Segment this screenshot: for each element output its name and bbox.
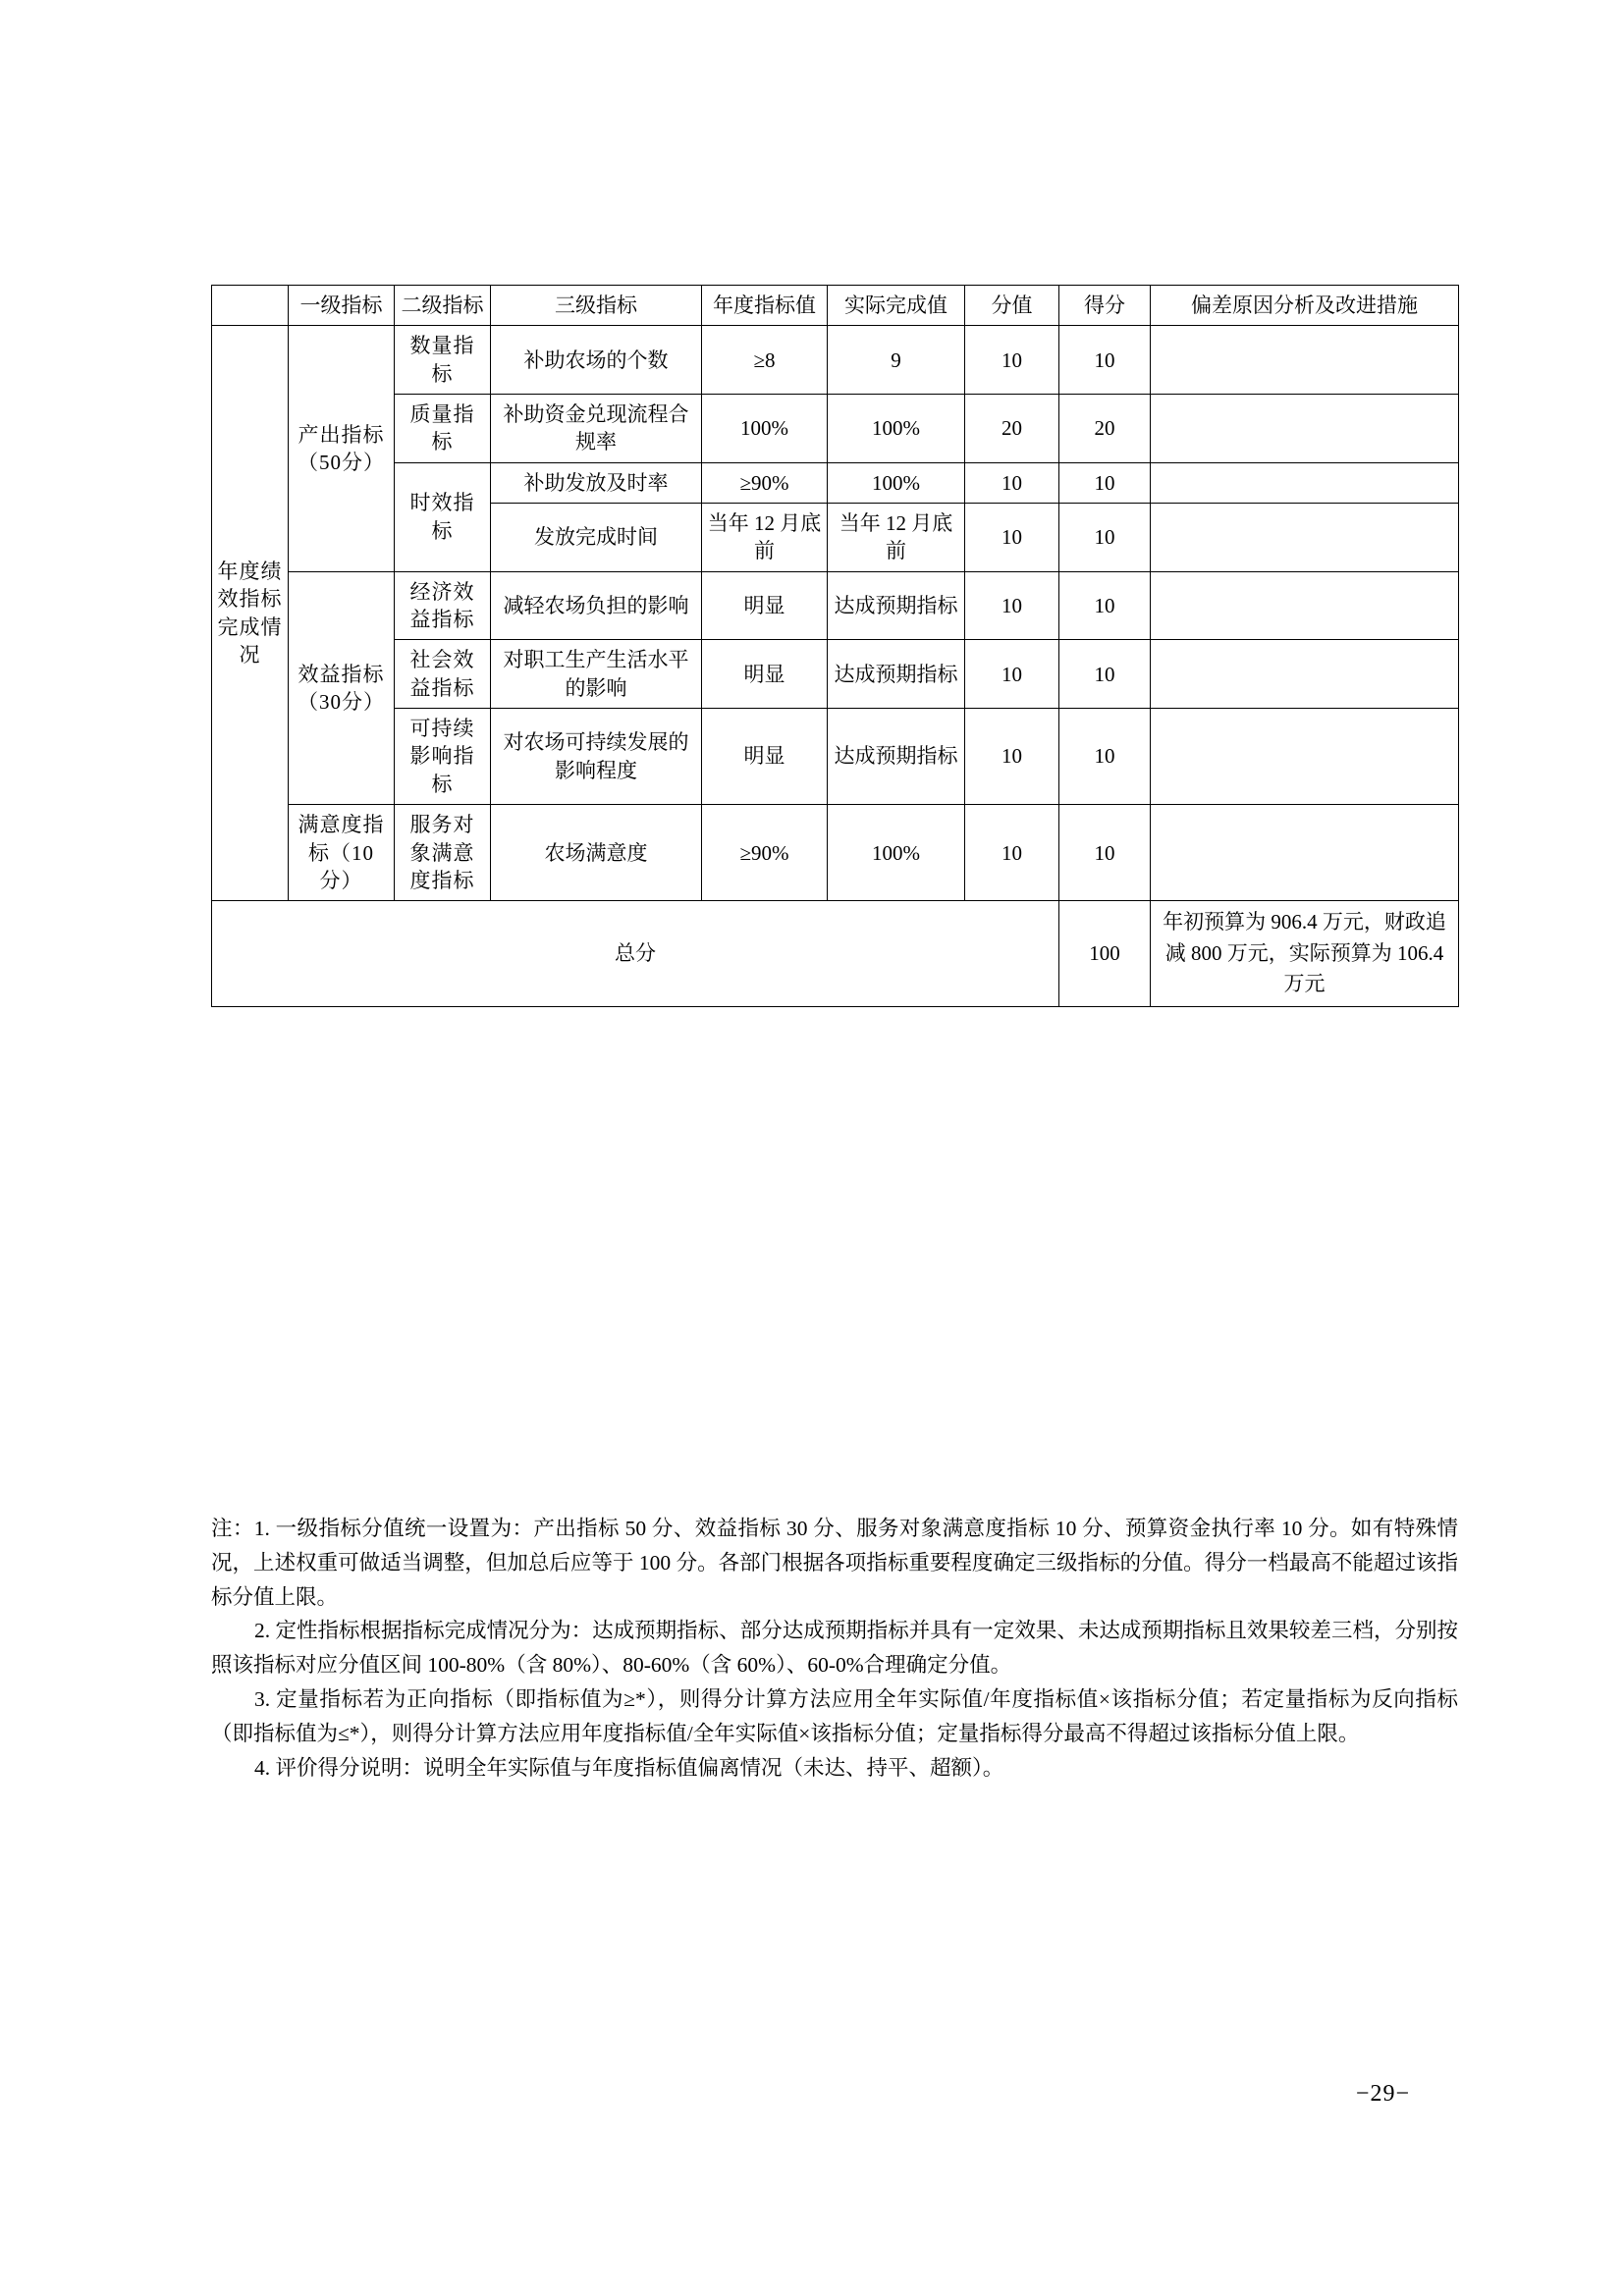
header-blank bbox=[212, 286, 289, 326]
score-value: 20 bbox=[965, 395, 1059, 463]
header-actual: 实际完成值 bbox=[828, 286, 965, 326]
level3-indicator: 对职工生产生活水平的影响 bbox=[491, 640, 702, 709]
table-row bbox=[212, 571, 1459, 640]
total-label: 总分 bbox=[212, 901, 1059, 1007]
level3-indicator: 补助农场的个数 bbox=[491, 326, 702, 395]
actual-value: 达成预期指标 bbox=[828, 709, 965, 805]
page-number: −29− bbox=[1355, 2081, 1410, 2107]
actual-value: 100% bbox=[828, 462, 965, 503]
level2-quality: 质量指标 bbox=[395, 395, 491, 463]
footnote-4: 4. 评价得分说明：说明全年实际值与年度指标值偏离情况（未达、持平、超额）。 bbox=[254, 1755, 1004, 1780]
header-score-got: 得分 bbox=[1059, 286, 1151, 326]
footnote-1: 注：1. 一级指标分值统一设置为：产出指标 50 分、效益指标 30 分、服务对象满意度指标 10 分、预算资金执行率 10 分。如有特殊情况，上述权重可做适当调整，但加总后应等于 100 分。各部门根据各项指标重要程度确定三级指标的分值。得分一档最高不能超过该指标分值上限。 bbox=[211, 1517, 1458, 1609]
header-annual-target: 年度指标值 bbox=[702, 286, 828, 326]
actual-value: 当年 12 月底前 bbox=[828, 504, 965, 572]
total-score: 100 bbox=[1059, 901, 1151, 1007]
deviation-cell bbox=[1151, 462, 1459, 503]
table-row bbox=[212, 709, 1459, 805]
total-note: 年初预算为 906.4 万元，财政追减 800 万元，实际预算为 106.4 万元 bbox=[1151, 901, 1459, 1007]
score-value: 10 bbox=[965, 805, 1059, 901]
footnote-3: 3. 定量指标若为正向指标（即指标值为≥*），则得分计算方法应用全年实际值/年度指标值×该指标分值；若定量指标为反向指标（即指标值为≤*），则得分计算方法应用年度指标值/全年实际值×该指标分值；定量指标得分最高不得超过该指标分值上限。 bbox=[211, 1687, 1458, 1745]
score-value: 10 bbox=[965, 640, 1059, 709]
table-header-row bbox=[212, 286, 1459, 326]
score-value: 10 bbox=[965, 504, 1059, 572]
header-level1: 一级指标 bbox=[289, 286, 395, 326]
score-got: 10 bbox=[1059, 504, 1151, 572]
level1-benefit: 效益指标（30分） bbox=[289, 571, 395, 804]
actual-value: 达成预期指标 bbox=[828, 640, 965, 709]
annual-target-value: 明显 bbox=[702, 709, 828, 805]
score-got: 10 bbox=[1059, 571, 1151, 640]
annual-target-value: 明显 bbox=[702, 640, 828, 709]
annual-target-value: 100% bbox=[702, 395, 828, 463]
annual-target-value: 当年 12 月底前 bbox=[702, 504, 828, 572]
level2-service-satisfaction: 服务对象满意度指标 bbox=[395, 805, 491, 901]
score-value: 10 bbox=[965, 326, 1059, 395]
deviation-cell bbox=[1151, 395, 1459, 463]
level2-quantity: 数量指标 bbox=[395, 326, 491, 395]
performance-table bbox=[211, 285, 1459, 1007]
table-row bbox=[212, 805, 1459, 901]
score-got: 10 bbox=[1059, 462, 1151, 503]
score-value: 10 bbox=[965, 571, 1059, 640]
level3-indicator: 发放完成时间 bbox=[491, 504, 702, 572]
level3-indicator: 对农场可持续发展的影响程度 bbox=[491, 709, 702, 805]
header-score-value: 分值 bbox=[965, 286, 1059, 326]
table-total-row bbox=[212, 901, 1459, 1007]
deviation-cell bbox=[1151, 709, 1459, 805]
score-value: 10 bbox=[965, 709, 1059, 805]
deviation-cell bbox=[1151, 571, 1459, 640]
footnote-2: 2. 定性指标根据指标完成情况分为：达成预期指标、部分达成预期指标并具有一定效果、未达成预期指标且效果较差三档，分别按照该指标对应分值区间 100-80%（含 80%）、80-60%（含 60%）、60-0%合理确定分值。 bbox=[211, 1619, 1458, 1678]
score-got: 10 bbox=[1059, 640, 1151, 709]
table-row bbox=[212, 462, 1459, 503]
level1-output: 产出指标（50分） bbox=[289, 326, 395, 571]
actual-value: 100% bbox=[828, 805, 965, 901]
level1-satisfaction: 满意度指标（10分） bbox=[289, 805, 395, 901]
table-row bbox=[212, 640, 1459, 709]
annual-target-value: 明显 bbox=[702, 571, 828, 640]
score-got: 10 bbox=[1059, 805, 1151, 901]
performance-table-wrapper bbox=[211, 285, 1458, 1007]
annual-target-value: ≥8 bbox=[702, 326, 828, 395]
header-level2: 二级指标 bbox=[395, 286, 491, 326]
table-row bbox=[212, 326, 1459, 395]
annual-target-value: ≥90% bbox=[702, 805, 828, 901]
actual-value: 100% bbox=[828, 395, 965, 463]
annual-target-value: ≥90% bbox=[702, 462, 828, 503]
score-got: 10 bbox=[1059, 326, 1151, 395]
deviation-cell bbox=[1151, 640, 1459, 709]
level2-economic-benefit: 经济效益指标 bbox=[395, 571, 491, 640]
deviation-cell bbox=[1151, 805, 1459, 901]
actual-value: 达成预期指标 bbox=[828, 571, 965, 640]
row-group-label: 年度绩效指标完成情况 bbox=[212, 326, 289, 901]
level3-indicator: 农场满意度 bbox=[491, 805, 702, 901]
score-got: 10 bbox=[1059, 709, 1151, 805]
footnotes bbox=[211, 1512, 1458, 1786]
deviation-cell bbox=[1151, 326, 1459, 395]
level2-timeliness: 时效指标 bbox=[395, 462, 491, 571]
header-deviation: 偏差原因分析及改进措施 bbox=[1151, 286, 1459, 326]
level2-social-benefit: 社会效益指标 bbox=[395, 640, 491, 709]
deviation-cell bbox=[1151, 504, 1459, 572]
level2-sustainable-impact: 可持续影响指标 bbox=[395, 709, 491, 805]
score-got: 20 bbox=[1059, 395, 1151, 463]
level3-indicator: 补助发放及时率 bbox=[491, 462, 702, 503]
level3-indicator: 补助资金兑现流程合规率 bbox=[491, 395, 702, 463]
level3-indicator: 减轻农场负担的影响 bbox=[491, 571, 702, 640]
score-value: 10 bbox=[965, 462, 1059, 503]
header-level3: 三级指标 bbox=[491, 286, 702, 326]
table-row bbox=[212, 395, 1459, 463]
actual-value: 9 bbox=[828, 326, 965, 395]
